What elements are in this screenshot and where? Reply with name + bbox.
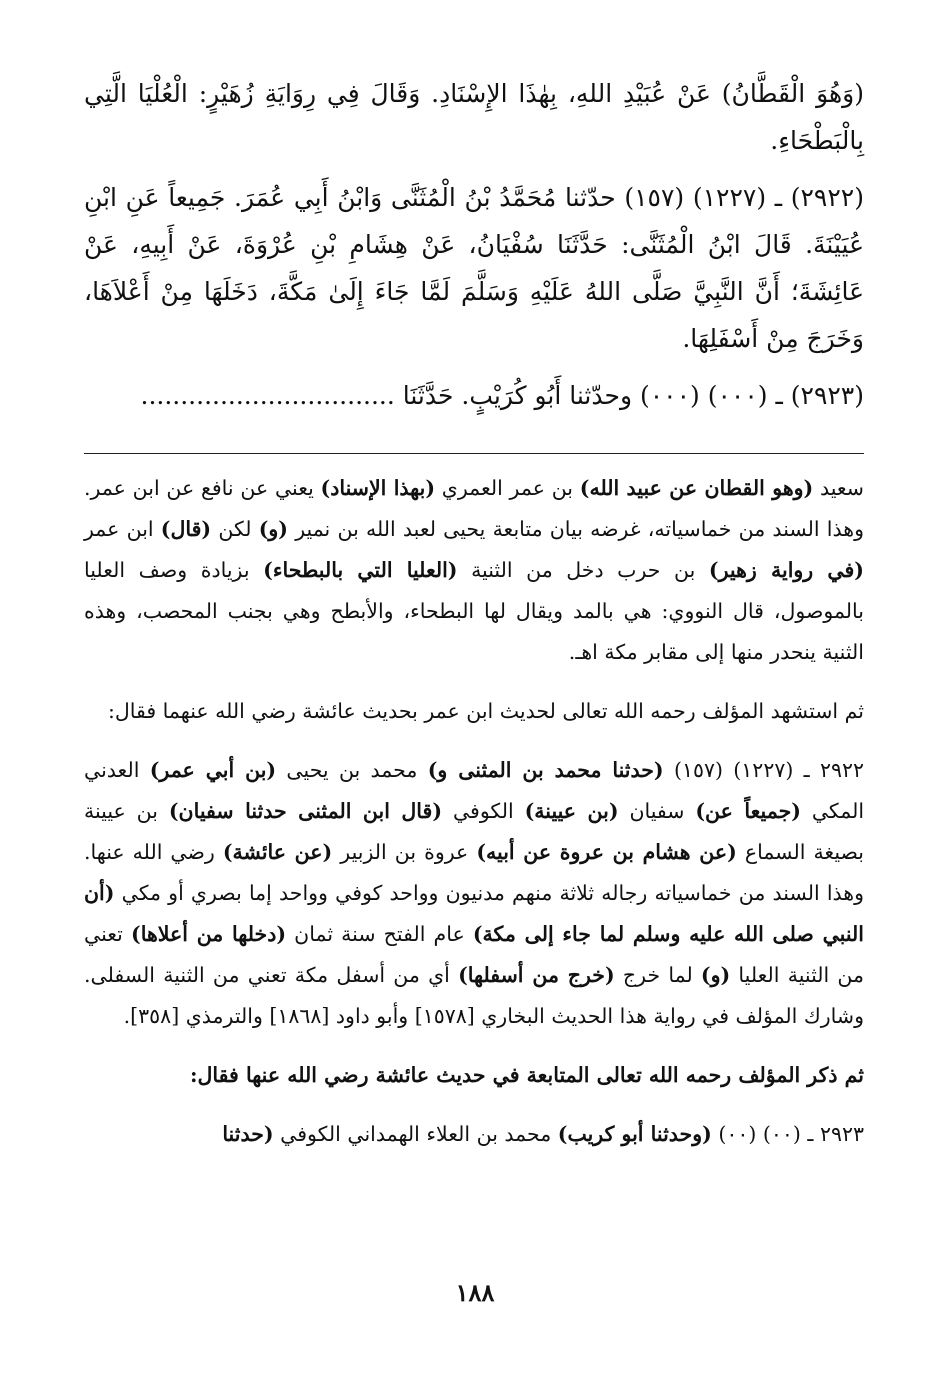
bold-quote: (العليا التي بالبطحاء) — [263, 558, 458, 582]
commentary-text: محمد بن العلاء الهمداني الكوفي — [273, 1122, 558, 1146]
commentary-text: الكوفي — [442, 799, 525, 823]
bold-quote: (بن أبي عمر) — [149, 758, 277, 782]
commentary-text: رضي الله عنها. وهذا السند من خماسياته رجاله ثلاثة منهم مدنيون وواحد كوفي وواحد إما بصري أو مكي — [84, 840, 864, 905]
bold-quote: (حدثنا — [222, 1122, 274, 1146]
commentary-text: ٢٩٢٣ ـ (٠٠) (٠٠) — [711, 1122, 864, 1146]
bold-quote: (و) — [258, 517, 289, 541]
matn-paragraph-2: (٢٩٢٢) ـ (١٢٢٧) (١٥٧) حدّثنا مُحَمَّدُ بْنُ الْمُثَنَّى وَابْنُ أَبِي عُمَرَ. جَمِيعاً عَنِ ابْنِ عُيَيْنَةَ. قَالَ ابْنُ الْمُثَنَّى: حَدَّثَنَا سُفْيَانُ، عَنْ هِشَامِ بْنِ عُرْوَةَ، عَنْ أَبِيهِ، عَنْ عَائِشَةَ؛ أَنَّ النَّبِيَّ صَلَّى اللهُ عَلَيْهِ وَسَلَّمَ لَمَّا جَاءَ إِلَىٰ مَكَّةَ، دَخَلَهَا مِنْ أَعْلاَهَا، وَخَرَجَ مِنْ أَسْفَلِهَا. — [84, 183, 864, 353]
commentary-text: العدني المكي — [84, 758, 865, 823]
matn-paragraph-3 — [84, 372, 864, 419]
bold-quote: (و) — [700, 963, 731, 987]
sharh-paragraph-1 — [84, 468, 864, 673]
commentary-text: ابن عمر — [84, 517, 161, 541]
bold-quote: (وهو القطان عن عبيد الله) — [579, 476, 814, 500]
bold-quote: (بن عيينة) — [524, 799, 619, 823]
commentary-text: تعني من الثنية العليا — [84, 922, 865, 987]
commentary-text: لكن — [211, 517, 259, 541]
bold-quote: (في رواية زهير) — [708, 558, 864, 582]
commentary-text: بن عيينة بصيغة السماع — [84, 799, 864, 864]
sharh-paragraph-2: ثم استشهد المؤلف رحمه الله تعالى لحديث ابن عمر بحديث عائشة رضي الله عنهما فقال: — [107, 699, 864, 723]
matn-ellipsis: ................................ — [140, 381, 395, 410]
bold-quote: (دخلها من أعلاها) — [131, 922, 287, 946]
sharh-paragraph-4: ثم ذكر المؤلف رحمه الله تعالى المتابعة في حديث عائشة رضي الله عنها فقال: — [189, 1063, 864, 1087]
bold-quote: (قال ابن المثنى حدثنا سفيان) — [168, 799, 443, 823]
commentary-text: محمد بن يحيى — [276, 758, 428, 782]
bold-quote: (جميعاً عن) — [695, 799, 801, 823]
bold-quote: (عن عائشة) — [222, 840, 333, 864]
commentary-text: يعني عن نافع عن ابن عمر. وهذا السند من خماسياته، غرضه بيان متابعة يحيى لعبد الله بن نمير — [84, 476, 864, 541]
sharh-paragraph-5 — [84, 1114, 864, 1155]
bold-quote: (خرج من أسفلها) — [458, 963, 615, 987]
bold-quote: (وحدثنا أبو كريب) — [557, 1122, 712, 1146]
commentary-text: أي من أسفل مكة تعني من الثنية السفلى. وشارك المؤلف في رواية هذا الحديث البخاري [١٥٧٨] وأبو داود [١٨٦٨] والترمذي [٣٥٨]. — [84, 963, 864, 1028]
commentary-text: سفيان — [618, 799, 696, 823]
footnote-divider — [84, 453, 864, 454]
sharh-paragraph-3 — [84, 750, 864, 1037]
matn-paragraph-3-text: (٢٩٢٣) ـ (٠٠٠) (٠٠٠) وحدّثنا أَبُو كُرَيْبٍ. حَدَّثَنَا — [394, 381, 864, 410]
bold-quote: (قال) — [160, 517, 212, 541]
page-body — [84, 70, 864, 1155]
page-number: ١٨٨ — [455, 1278, 495, 1307]
commentary-text: بن عمر العمري — [435, 476, 580, 500]
commentary-text: بزيادة وصف العليا بالموصول، قال النووي: هي بالمد ويقال لها البطحاء، والأبطح وهي بجنب المحصب، وهذه الثنية ينحدر منها إلى مقابر مكة اهـ. — [84, 558, 864, 664]
commentary-text: بن حرب دخل من الثنية — [457, 558, 709, 582]
commentary-text: ٢٩٢٢ ـ (١٢٢٧) (١٥٧) — [663, 758, 864, 782]
commentary-text: لما خرج — [614, 963, 701, 987]
bold-quote: (أن النبي صلى الله عليه وسلم لما جاء إلى مكة) — [84, 881, 864, 946]
commentary-text: عروة بن الزبير — [332, 840, 477, 864]
matn-paragraph-1: (وَهُوَ الْقَطَّانُ) عَنْ عُبَيْدِ اللهِ، بِهٰذَا الإِسْنَادِ. وَقَالَ فِي رِوَايَةِ زُهَيْرٍ: الْعُلْيَا الَّتِي بِالْبَطْحَاءِ. — [84, 79, 864, 155]
bold-quote: (عن هشام بن عروة عن أبيه) — [476, 840, 737, 864]
commentary-text: عام الفتح سنة ثمان — [286, 922, 473, 946]
commentary-text: سعيد — [813, 476, 864, 500]
bold-quote: (بهذا الإسناد) — [320, 476, 436, 500]
bold-quote: (حدثنا محمد بن المثنى و) — [427, 758, 664, 782]
